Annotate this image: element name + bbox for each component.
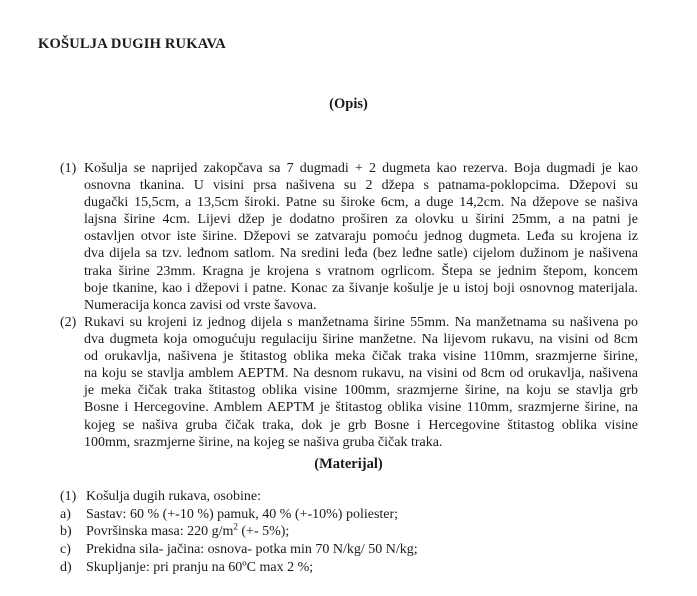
materijal-heading: (Materijal): [314, 456, 383, 472]
materijal-item-d: [60, 559, 418, 577]
paragraph-line: ostavljen otvor iste širine. Džepovi se zatvaraju pomoću jednog dugmeta. Leđa su krojena iz: [84, 229, 638, 245]
paragraph-line: dva dijela sa tzv. leđnom satlom. Na sredini leđa (bez leđne satle) cijelom dužinom je našivena: [84, 246, 638, 262]
materijal-item-b: [60, 523, 418, 541]
paragraph-line: Košulja se naprijed zakopčava sa 7 dugmadi + 2 dugmeta kao rezerva. Boja dugmadi je kao: [84, 161, 638, 176]
item-number: (1): [60, 489, 77, 504]
item-label: c): [60, 542, 71, 558]
paragraph-line: lajsna širine 4cm. Lijevi džep je dodatno proširen za olovku u širini 25mm, a na patni je: [84, 212, 638, 228]
item-label: b): [60, 524, 72, 540]
paragraph-line: 100mm, srazmjerne širine, na kojeg se našiva gruba čičak traka.: [84, 434, 443, 450]
superscript: 2: [233, 521, 238, 532]
paragraph-line: Rukavi su krojeni iz jednog dijela s manžetnama širine 55mm. Na manžetnama su našivena po: [84, 315, 638, 330]
opis-heading: (Opis): [329, 96, 368, 112]
item-label: d): [60, 559, 72, 575]
paragraph-line: boje tkanine, kao i džepovi i patne. Konac za šivanje košulje je u istoj boji osnovnog materijala.: [84, 280, 638, 296]
materijal-item-a: [60, 506, 418, 524]
item-text-post: (+- 5%);: [237, 524, 290, 540]
paragraph-line: dva dugmeta koja omogućuju regulaciju širine manžetne. Na lijevom rukavu, na visini od 8cm: [84, 332, 638, 348]
paragraph-line: osnovna tkanina. U visini prsa našivena su 2 džepa s patnama-poklopcima. Džepovi su: [84, 178, 638, 194]
paragraph-line: kojeg se našiva gruba čičak traka, dok je grb Bosne i Hercegovine štitastog oblika visine: [84, 417, 638, 433]
paragraph-line: na koju se stavlja amblem AEPTM. Na desnom rukavu, na visini od 8cm od orukavlja, našivena: [84, 366, 638, 382]
paragraph-line: je meka čičak traka štitastog oblika visine 100mm, srazmjerne širine, na koju se stavlja grb: [84, 383, 638, 399]
paragraph-line: Numeracija konca zavisi od vrste šavova.: [84, 297, 317, 313]
item-text: Sastav: 60 % (+-10 %) pamuk, 40 % (+-10%) poliester;: [86, 506, 399, 522]
item-text: Površinska masa: 220 g/m: [86, 524, 234, 540]
item-text: Skupljanje: pri pranju na 60ºC max 2 %;: [86, 559, 314, 575]
item-label: a): [60, 506, 71, 522]
item-text: Prekidna sila- jačina: osnova- potka min 70 N/kg/ 50 N/kg;: [86, 542, 418, 558]
paragraph-line: od orukavlja, našivena je štitastog oblika meka čičak traka visine 110mm, srazmjerne širine,: [84, 349, 638, 365]
intro-text: Košulja dugih rukava, osobine:: [86, 489, 261, 504]
item-text: [84, 314, 638, 451]
item-text: [84, 160, 638, 314]
document-title: KOŠULJA DUGIH RUKAVA: [38, 36, 226, 52]
item-number: (2): [60, 315, 77, 330]
materijal-list: [60, 488, 418, 577]
paragraph-line: traka širine 23mm. Kragna je krojena s vratnom ogrlicom. Štepa se jednim štepom, koncem: [84, 263, 638, 279]
paragraph-line: dugački 15,5cm, a 13,5cm široki. Patne su široke 6cm, a duge 14,2cm. Na džepove se našiva: [84, 195, 638, 211]
paragraph-line: Bosne i Hercegovine. Amblem AEPTM je štitastog oblika visine 110mm, srazmjerne širine, na: [84, 400, 638, 416]
materijal-item-c: [60, 541, 418, 559]
item-number: (1): [60, 161, 77, 176]
materijal-intro: [60, 488, 418, 506]
